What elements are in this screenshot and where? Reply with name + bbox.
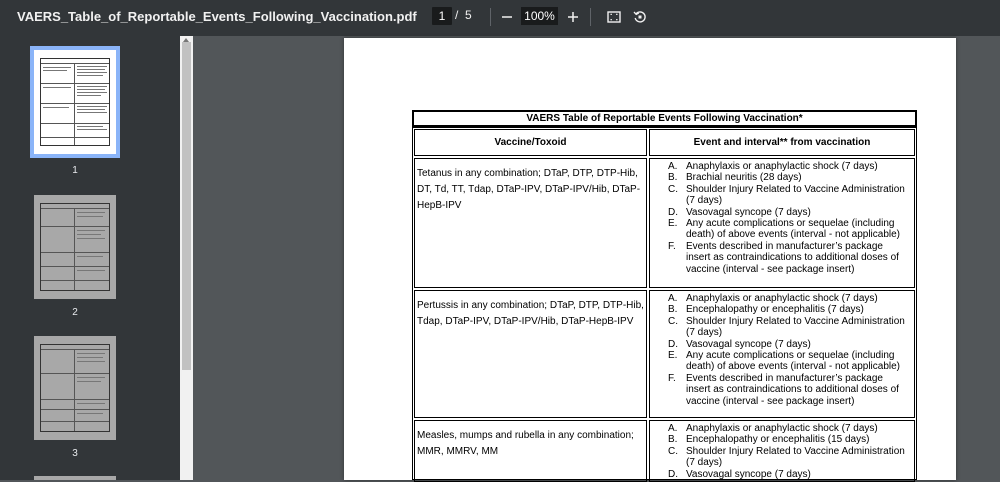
event-item: A. Anaphylaxis or anaphylactic shock (7 days): [668, 423, 878, 434]
column-header-event: Event and interval** from vaccination: [649, 129, 915, 156]
column-header-vaccine: Vaccine/Toxoid: [414, 129, 647, 156]
minus-icon: [501, 11, 513, 23]
thumbnail-label: 1: [72, 165, 78, 176]
zoom-level-input[interactable]: 100%: [521, 7, 558, 25]
thumbnail-label: 2: [72, 307, 78, 318]
page-separator: /: [455, 8, 459, 22]
rotate-button[interactable]: [629, 6, 651, 28]
event-item: D. Vasovagal syncope (7 days): [668, 206, 811, 218]
event-item: C. Shoulder Injury Related to Vaccine Administration (7 days): [668, 183, 905, 207]
sidebar-scrollbar-thumb[interactable]: [182, 42, 191, 370]
zoom-out-button[interactable]: [496, 6, 518, 28]
thumbnail-content: [40, 203, 110, 291]
plus-icon: [567, 11, 579, 23]
toolbar-divider: [490, 8, 491, 26]
event-item: E. Any acute complications or sequelae (including death) of above events (interval - not applicable): [668, 350, 901, 373]
thumbnail-content: [40, 344, 110, 432]
pdf-toolbar: [0, 0, 1000, 36]
event-cell: [649, 290, 915, 418]
fit-page-icon: [607, 11, 621, 23]
thumbnail-sidebar: [0, 36, 180, 480]
event-item: B. Encephalopathy or encephalitis (7 days): [668, 304, 864, 316]
fit-to-page-button[interactable]: [603, 6, 625, 28]
vaccine-cell: Measles, mumps and rubella in any combination; MMR, MMRV, MM: [414, 420, 647, 482]
event-item: D. Vasovagal syncope (7 days): [668, 468, 811, 480]
event-item: A. Anaphylaxis or anaphylactic shock (7 days): [668, 293, 878, 304]
page-thumbnail-3[interactable]: [34, 336, 116, 440]
rotate-icon: [633, 10, 647, 24]
page-thumbnail-4[interactable]: [34, 476, 116, 480]
zoom-in-button[interactable]: [562, 6, 584, 28]
page-total: 5: [465, 8, 472, 22]
event-item: C. Shoulder Injury Related to Vaccine Administration (7 days): [668, 315, 905, 339]
event-item: A. Anaphylaxis or anaphylactic shock (7 days): [668, 161, 878, 172]
vaccine-cell: Tetanus in any combination; DTaP, DTP, DTP-Hib, DT, Td, TT, Tdap, DTaP-IPV, DTaP-IPV/Hib, DTaP-HepB-IPV: [414, 158, 647, 288]
event-item: F. Events described in manufacturer’s package insert as contraindications to additional doses of vaccine (interval - see package insert): [668, 372, 899, 407]
thumbnail-content: [40, 58, 110, 146]
event-item: E. Any acute complications or sequelae (including death) of above events (interval - not applicable): [668, 218, 901, 241]
vaccine-cell: Pertussis in any combination; DTaP, DTP, DTP-Hib, Tdap, DTaP-IPV, DTaP-IPV/Hib, DTaP-HepB-IPV: [414, 290, 647, 418]
table-title: VAERS Table of Reportable Events Following Vaccination*: [412, 110, 917, 127]
event-item: B. Encephalopathy or encephalitis (15 days): [668, 434, 870, 446]
event-cell: [649, 158, 915, 288]
event-item: D. Vasovagal syncope (7 days): [668, 338, 811, 350]
thumbnail-label: 3: [72, 448, 78, 459]
event-item: C. Shoulder Injury Related to Vaccine Administration (7 days): [668, 445, 905, 469]
page-thumbnail-2[interactable]: [34, 195, 116, 299]
event-cell: [649, 420, 915, 482]
page-number-input[interactable]: 1: [432, 7, 452, 25]
toolbar-divider: [590, 8, 591, 26]
event-item: B. Brachial neuritis (28 days): [668, 172, 802, 184]
document-title: VAERS_Table_of_Reportable_Events_Following_Vaccination.pdf: [17, 9, 417, 24]
event-item: F. Events described in manufacturer’s package insert as contraindications to additional doses of vaccine (interval - see package insert): [668, 240, 899, 275]
page-thumbnail-1[interactable]: [34, 50, 116, 154]
